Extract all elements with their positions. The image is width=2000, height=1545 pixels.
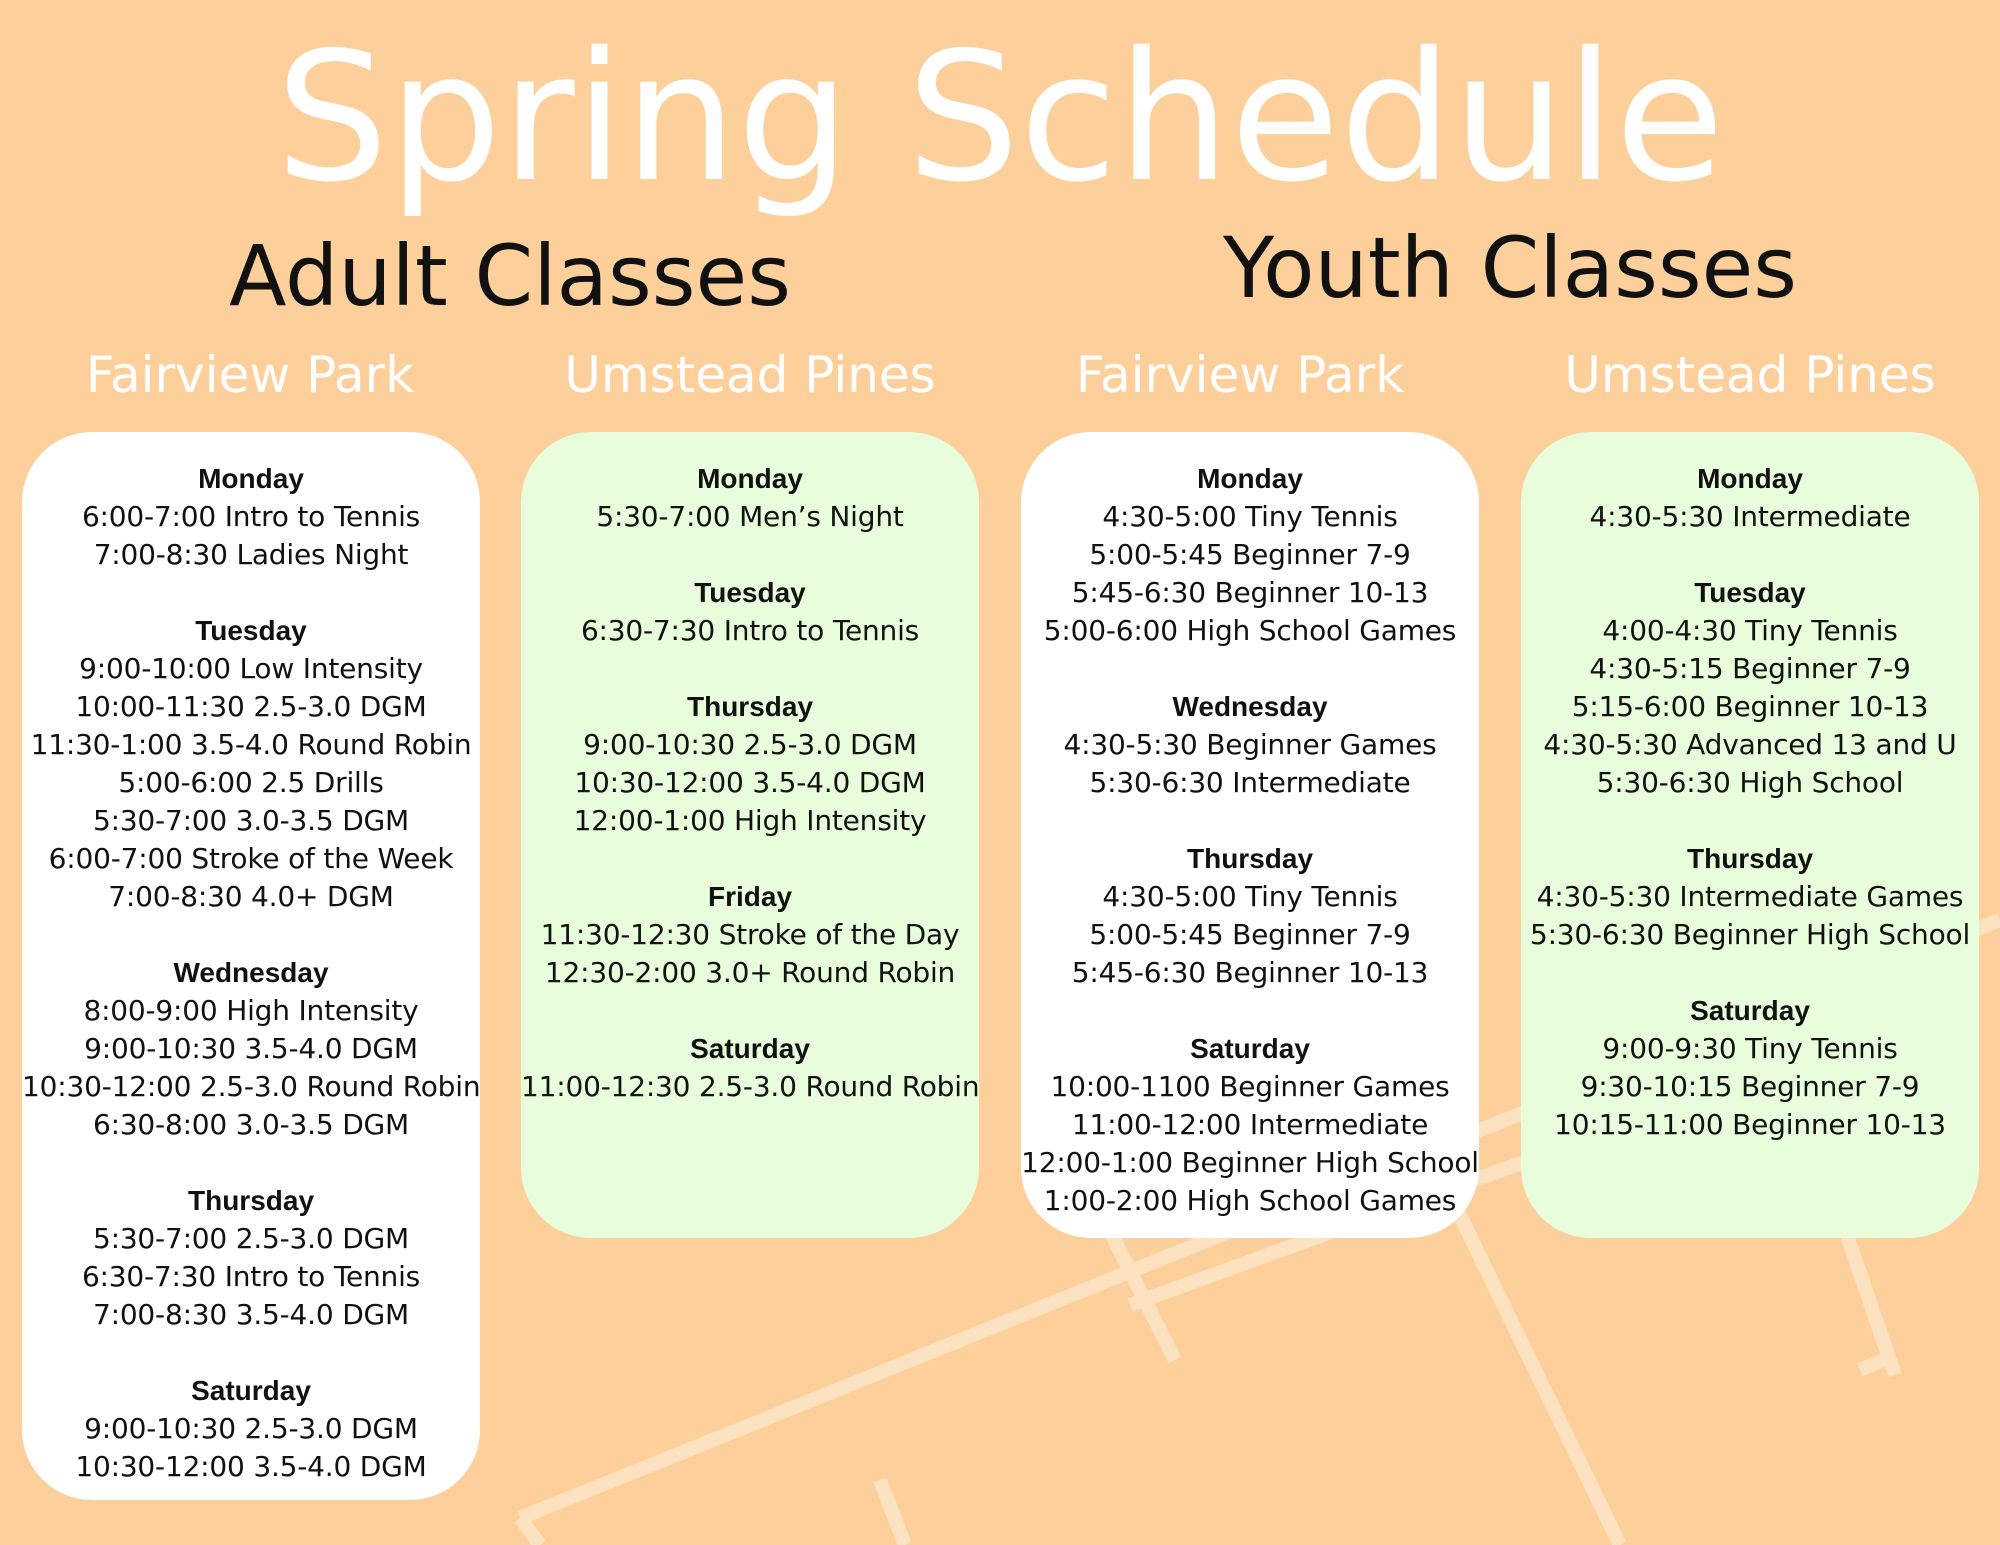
class-entry: 6:30-8:00 3.0-3.5 DGM [92,1108,410,1141]
class-entry: 9:00-10:30 2.5-3.0 DGM [583,728,917,761]
day-heading: Tuesday [1694,577,1806,608]
day-block [521,878,979,992]
adult-classes-heading: Adult Classes [229,227,791,325]
day-block [22,954,480,1144]
class-entry: 12:00-1:00 Beginner High School [1021,1146,1479,1179]
youth-umstead-schedule-card [1521,432,1979,1238]
day-block [22,1372,480,1486]
youth-fairview-location: Fairview Park [1075,346,1405,404]
day-block [521,460,979,536]
day-heading: Monday [697,463,803,494]
class-entry: 5:30-7:00 2.5-3.0 DGM [92,1222,410,1255]
class-entry: 11:30-12:30 Stroke of the Day [540,918,960,951]
youth-classes-heading: Youth Classes [1222,219,1798,317]
class-entry: 5:30-6:30 Intermediate [1089,766,1411,799]
day-heading: Wednesday [173,957,329,988]
youth-fairview-schedule-card [1021,432,1479,1238]
day-heading: Saturday [1690,995,1810,1026]
class-entry: 4:30-5:30 Intermediate Games [1536,880,1964,913]
day-heading: Thursday [1686,843,1814,874]
class-entry: 5:30-7:00 3.0-3.5 DGM [92,804,410,837]
day-heading: Saturday [191,1375,311,1406]
day-block [22,460,480,574]
class-entry: 5:45-6:30 Beginner 10-13 [1071,956,1429,989]
day-heading: Thursday [187,1185,315,1216]
class-entry: 4:00-4:30 Tiny Tennis [1602,614,1898,647]
class-entry: 7:00-8:30 4.0+ DGM [108,880,394,913]
day-heading: Wednesday [1172,691,1328,722]
day-block [1521,460,1979,536]
class-entry: 9:30-10:15 Beginner 7-9 [1580,1070,1920,1103]
class-entry: 4:30-5:30 Advanced 13 and U [1543,728,1957,761]
class-entry: 9:00-9:30 Tiny Tennis [1602,1032,1898,1065]
class-entry: 8:00-9:00 High Intensity [83,994,419,1027]
class-entry: 9:00-10:30 3.5-4.0 DGM [84,1032,418,1065]
class-entry: 9:00-10:00 Low Intensity [79,652,423,685]
class-entry: 5:00-6:00 2.5 Drills [118,766,384,799]
class-entry: 10:00-1100 Beginner Games [1050,1070,1450,1103]
class-entry: 9:00-10:30 2.5-3.0 DGM [84,1412,418,1445]
class-entry: 7:00-8:30 3.5-4.0 DGM [92,1298,410,1331]
day-block [521,574,979,650]
day-block [22,612,480,916]
class-entry: 10:15-11:00 Beginner 10-13 [1554,1108,1946,1141]
class-entry: 6:00-7:00 Intro to Tennis [81,500,421,533]
day-heading: Saturday [1190,1033,1310,1064]
day-heading: Tuesday [195,615,307,646]
class-entry: 6:00-7:00 Stroke of the Week [48,842,454,875]
day-block [1021,688,1479,802]
class-entry: 5:15-6:00 Beginner 10-13 [1571,690,1929,723]
day-heading: Saturday [690,1033,810,1064]
class-entry: 4:30-5:00 Tiny Tennis [1102,880,1398,913]
day-block [1521,840,1979,954]
adult-fairview-schedule-card [22,432,480,1500]
day-block [1521,574,1979,802]
day-heading: Monday [198,463,304,494]
class-entry: 5:30-6:30 Beginner High School [1529,918,1971,951]
day-block [22,1182,480,1334]
class-entry: 6:30-7:30 Intro to Tennis [81,1260,421,1293]
class-entry: 10:30-12:00 2.5-3.0 Round Robin [22,1070,481,1103]
adult-fairview-location: Fairview Park [85,346,415,404]
class-entry: 5:30-6:30 High School [1596,766,1904,799]
adult-umstead-location: Umstead Pines [564,346,936,404]
day-block [1021,1030,1479,1220]
class-entry: 5:00-5:45 Beginner 7-9 [1089,538,1411,571]
day-block [521,688,979,840]
class-entry: 10:00-11:30 2.5-3.0 DGM [75,690,427,723]
class-entry: 4:30-5:30 Intermediate [1589,500,1911,533]
class-entry: 6:30-7:30 Intro to Tennis [580,614,920,647]
class-entry: 4:30-5:00 Tiny Tennis [1102,500,1398,533]
class-entry: 7:00-8:30 Ladies Night [93,538,409,571]
class-entry: 11:00-12:00 Intermediate [1071,1108,1429,1141]
day-heading: Thursday [686,691,814,722]
class-entry: 5:30-7:00 Men’s Night [596,500,904,533]
day-block [521,1030,979,1106]
day-block [1521,992,1979,1144]
page-title: Spring Schedule [275,14,1725,221]
class-entry: 12:30-2:00 3.0+ Round Robin [544,956,956,989]
class-entry: 1:00-2:00 High School Games [1043,1184,1457,1217]
class-entry: 4:30-5:30 Beginner Games [1063,728,1437,761]
class-entry: 5:00-6:00 High School Games [1043,614,1457,647]
class-entry: 5:00-5:45 Beginner 7-9 [1089,918,1411,951]
class-entry: 4:30-5:15 Beginner 7-9 [1589,652,1911,685]
youth-umstead-location: Umstead Pines [1564,346,1936,404]
class-entry: 12:00-1:00 High Intensity [573,804,927,837]
class-entry: 11:00-12:30 2.5-3.0 Round Robin [521,1070,980,1103]
day-heading: Tuesday [694,577,806,608]
adult-umstead-schedule-card [521,432,979,1238]
day-heading: Monday [1197,463,1303,494]
class-entry: 5:45-6:30 Beginner 10-13 [1071,576,1429,609]
class-entry: 11:30-1:00 3.5-4.0 Round Robin [30,728,472,761]
day-heading: Friday [707,881,793,912]
day-block [1021,840,1479,992]
day-heading: Monday [1697,463,1803,494]
day-heading: Thursday [1186,843,1314,874]
day-block [1021,460,1479,650]
class-entry: 10:30-12:00 3.5-4.0 DGM [75,1450,427,1483]
class-entry: 10:30-12:00 3.5-4.0 DGM [574,766,926,799]
